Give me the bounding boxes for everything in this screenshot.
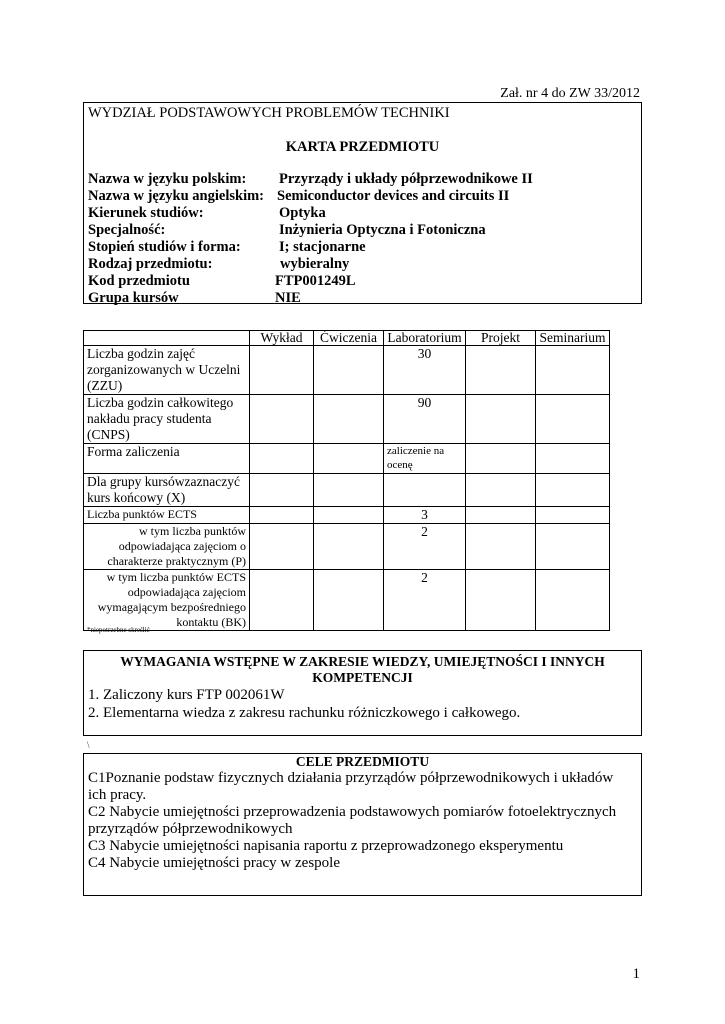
info-label: Nazwa w języku angielskim:	[88, 188, 265, 204]
cell-seminar	[536, 444, 610, 474]
cell-exercises	[314, 444, 384, 474]
cell-lecture	[250, 570, 314, 631]
cell-laboratory: 2	[384, 524, 466, 570]
info-label: Nazwa w języku polskim:	[88, 171, 247, 187]
cell-laboratory: 3	[384, 507, 466, 524]
cell-seminar	[536, 524, 610, 570]
requirement-item: 1. Zaliczony kurs FTP 002061W	[88, 687, 285, 703]
table-row	[84, 507, 610, 524]
table-row	[84, 474, 610, 507]
row-label: w tym liczba punktów odpowiadająca zajęciom o charakterze praktycznym (P)	[84, 524, 250, 570]
row-label: Liczba godzin całkowitego nakładu pracy studenta (CNPS)	[84, 395, 250, 444]
cell-seminar	[536, 507, 610, 524]
cell-exercises	[314, 524, 384, 570]
cell-lecture	[250, 346, 314, 395]
requirements-box	[83, 650, 642, 736]
info-value: wybieralny	[280, 256, 350, 272]
separator-mark: \	[87, 740, 90, 750]
cell-project	[466, 570, 536, 631]
cell-laboratory: 30	[384, 346, 466, 395]
cell-project	[466, 524, 536, 570]
objective-item: C3 Nabycie umiejętności napisania raportu z przeprowadzonego eksperymentu	[88, 838, 564, 854]
info-label: Kierunek studiów:	[88, 205, 204, 221]
table-row	[84, 444, 610, 474]
cell-laboratory: 2	[384, 570, 466, 631]
info-value: Przyrządy i układy półprzewodnikowe II	[279, 171, 533, 187]
cell-exercises	[314, 474, 384, 507]
cell-project	[466, 474, 536, 507]
row-label: Liczba punktów ECTS	[84, 507, 250, 524]
header-cell-exercises: Ćwiczenia	[314, 331, 384, 346]
cell-lecture	[250, 395, 314, 444]
row-label: Dla grupy kursówzaznaczyć kurs końcowy (X)	[84, 474, 250, 507]
cell-lecture	[250, 474, 314, 507]
row-label: Forma zaliczenia	[84, 444, 250, 474]
header-cell-seminar: Seminarium	[536, 331, 610, 346]
cell-seminar	[536, 474, 610, 507]
page-number: 1	[632, 966, 640, 982]
info-value: Semiconductor devices and circuits II	[277, 188, 510, 204]
info-label: Grupa kursów	[88, 290, 179, 306]
requirements-title: WYMAGANIA WSTĘPNE W ZAKRESIE WIEDZY, UMIEJĘTNOŚCI I INNYCH KOMPETENCJI	[120, 654, 605, 685]
cell-seminar	[536, 395, 610, 444]
info-value: Inżynieria Optyczna i Fotoniczna	[279, 222, 486, 238]
table-row	[84, 524, 610, 570]
info-value: I; stacjonarne	[279, 239, 366, 255]
info-value: FTP001249L	[275, 273, 356, 289]
header-cell-laboratory: Laboratorium	[384, 331, 466, 346]
cell-exercises	[314, 395, 384, 444]
header-cell-lecture: Wykład	[250, 331, 314, 346]
table-row	[84, 395, 610, 444]
info-label: Rodzaj przedmiotu:	[88, 256, 213, 272]
cell-exercises	[314, 570, 384, 631]
cell-laboratory: 90	[384, 395, 466, 444]
cell-exercises	[314, 346, 384, 395]
header-cell-project: Projekt	[466, 331, 536, 346]
department-name: WYDZIAŁ PODSTAWOWYCH PROBLEMÓW TECHNIKI	[88, 105, 450, 121]
cell-laboratory: zaliczenie na ocenę	[384, 444, 466, 474]
row-label: w tym liczba punktów ECTS odpowiadająca zajęciom wymagającym bezpośredniego kontaktu (BK)	[84, 570, 250, 631]
cell-project	[466, 444, 536, 474]
header-cell-empty	[84, 331, 250, 346]
table-row	[84, 346, 610, 395]
info-value: Optyka	[279, 205, 326, 221]
table-header-row	[84, 331, 610, 346]
table-row	[84, 570, 610, 631]
card-title: KARTA PRZEDMIOTU	[285, 139, 440, 155]
cell-seminar	[536, 570, 610, 631]
cell-lecture	[250, 524, 314, 570]
objective-item: C4 Nabycie umiejętności pracy w zespole	[88, 855, 340, 871]
cell-lecture	[250, 507, 314, 524]
objectives-box	[83, 753, 642, 896]
objectives-title: CELE PRZEDMIOTU	[295, 754, 430, 769]
course-header-box	[83, 102, 642, 304]
info-label: Specjalność:	[88, 222, 166, 238]
cell-project	[466, 346, 536, 395]
attachment-note: Zał. nr 4 do ZW 33/2012	[500, 86, 640, 101]
cell-seminar	[536, 346, 610, 395]
cell-lecture	[250, 444, 314, 474]
requirement-item: 2. Elementarna wiedza z zakresu rachunku różniczkowego i całkowego.	[88, 705, 521, 721]
info-value: NIE	[275, 290, 301, 306]
objective-item: C1Poznanie podstaw fizycznych działania przyrządów półprzewodnikowych i układów ich pracy.	[88, 770, 614, 803]
cell-exercises	[314, 507, 384, 524]
cell-project	[466, 507, 536, 524]
info-label: Stopień studiów i forma:	[88, 239, 241, 255]
hours-table	[83, 330, 610, 631]
info-label: Kod przedmiotu	[88, 273, 190, 289]
objective-item: C2 Nabycie umiejętności przeprowadzenia podstawowych pomiarów fotoelektrycznych przyrządów półprzewodnikowych	[88, 804, 617, 837]
cell-laboratory	[384, 474, 466, 507]
cell-project	[466, 395, 536, 444]
row-label: Liczba godzin zajęć zorganizowanych w Uczelni (ZZU)	[84, 346, 250, 395]
footnote: *niepotrzebne skreślić	[87, 626, 150, 634]
